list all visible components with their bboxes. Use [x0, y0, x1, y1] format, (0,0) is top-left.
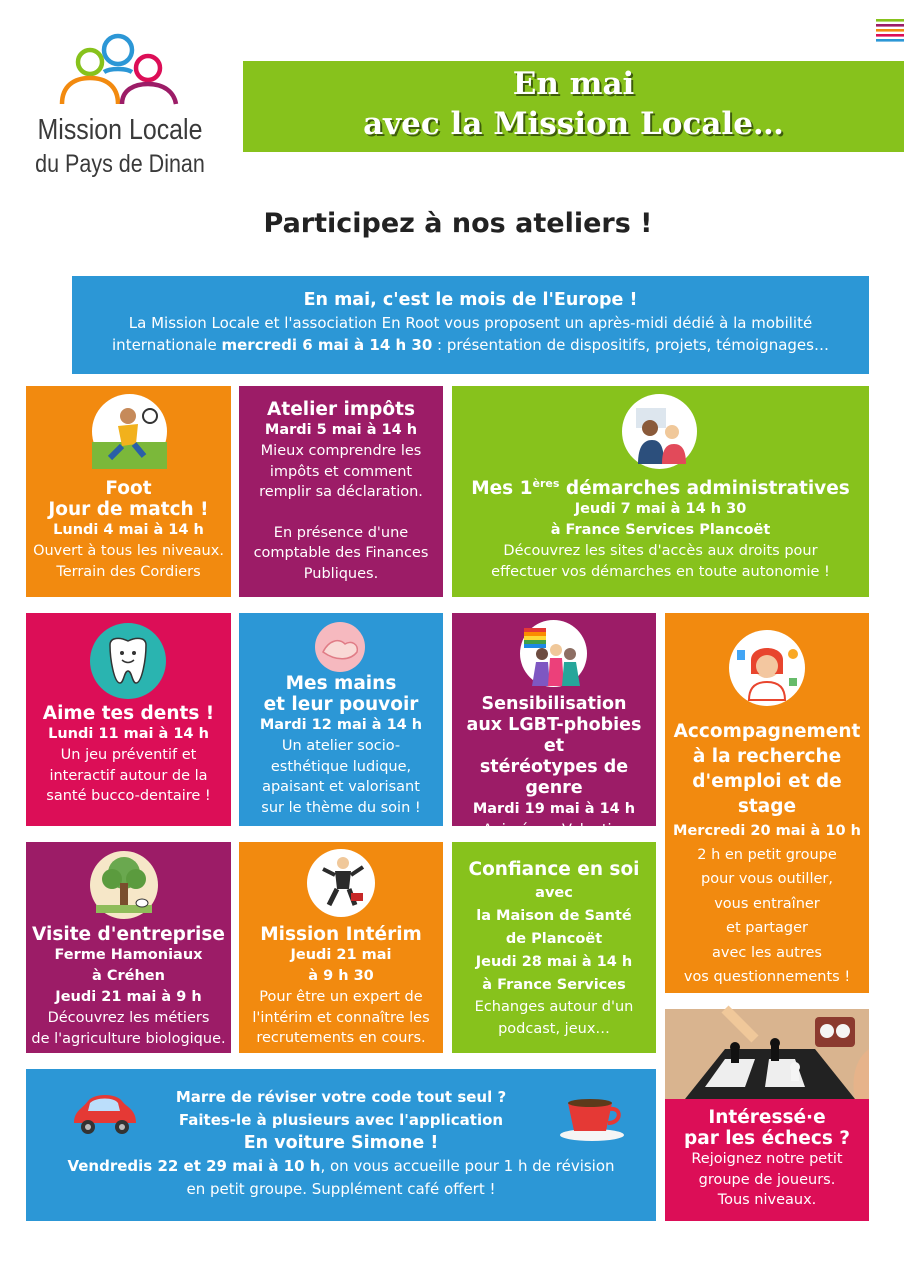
confiance-title: Confiance en soi [468, 859, 640, 880]
chess-board-icon [665, 1009, 869, 1099]
emploi-desc3: vous entraîner [714, 895, 820, 912]
impots-desc2: impôts et comment [269, 463, 413, 480]
confiance-sub3: de Plancoët [505, 931, 603, 947]
emploi-desc6: vos questionnements ! [683, 969, 851, 986]
menu-lines-icon [876, 18, 904, 46]
emploi-desc5: avec les autres [712, 944, 822, 961]
emploi-title1: Accompagnement [673, 721, 861, 742]
businessman-icon [307, 849, 375, 917]
dents-desc1: Un jeu préventif et [60, 747, 197, 763]
mains-card [239, 613, 443, 826]
interim-desc3: recrutements en cours. [256, 1030, 426, 1046]
foot-title2: Jour de match ! [48, 499, 209, 520]
header-title-line1: En mai [512, 66, 635, 102]
echecs-desc3: Tous niveaux. [717, 1192, 817, 1208]
foot-desc2: Terrain des Cordiers [56, 563, 201, 580]
interim-card [239, 842, 443, 1053]
europe-title: En mai, c'est le mois de l'Europe ! [303, 290, 638, 310]
code-line3: En voiture Simone ! [243, 1133, 439, 1153]
logo [20, 28, 220, 188]
lgbt-date: Mardi 19 mai à 14 h [472, 801, 636, 817]
visite-sub2: à Créhen [92, 968, 165, 984]
interim-desc2: l'intérim et connaître les [252, 1009, 430, 1026]
echecs-card [665, 1009, 869, 1221]
code-banner [26, 1069, 656, 1221]
emploi-desc1: 2 h en petit groupe [697, 847, 837, 863]
demarches-date2: à France Services Plancoët [550, 522, 771, 539]
dents-card [26, 613, 231, 826]
mains-desc2: esthétique ludique, [270, 758, 412, 775]
logo-line1: Mission Locale [37, 114, 203, 146]
hands-icon [315, 622, 365, 672]
interim-date1: Jeudi 21 mai [290, 947, 392, 963]
mains-date: Mardi 12 mai à 14 h [259, 717, 423, 733]
echecs-title1: Intéressé·e [708, 1107, 826, 1128]
europe-line2: internationale mercredi 6 mai à 14 h 30 : présentation de dispositifs, projets, témoignages… [112, 336, 829, 354]
mains-desc3: apaisant et valorisant [262, 779, 420, 795]
impots-desc4: En présence d'une [273, 524, 409, 541]
logo-people-icon [56, 32, 186, 108]
pride-group-icon [520, 620, 587, 687]
confiance-desc2: podcast, jeux… [498, 1021, 610, 1037]
emploi-desc2: pour vous outiller, [701, 871, 833, 888]
lgbt-title2: aux LGBT-phobies et [466, 715, 642, 756]
impots-date: Mardi 5 mai à 14 h [264, 422, 418, 438]
header-banner [243, 61, 904, 152]
impots-desc3: remplir sa déclaration. [259, 484, 423, 500]
visite-title: Visite d'entreprise [32, 924, 225, 945]
code-line1: Marre de réviser votre code tout seul ? [175, 1088, 507, 1106]
foot-card [26, 386, 231, 597]
header-title-line2: avec la Mission Locale… [363, 106, 784, 142]
emploi-card [665, 613, 869, 993]
echecs-desc2: groupe de joueurs. [698, 1171, 836, 1188]
code-line4: Vendredis 22 et 29 mai à 10 h, on vous accueille pour 1 h de révision [67, 1157, 615, 1175]
tree-farm-icon [90, 851, 158, 919]
lgbt-title3: stéréotypes de genre [479, 757, 629, 798]
confiance-card [452, 842, 656, 1053]
lgbt-title1: Sensibilisation [481, 694, 627, 714]
interim-date2: à 9 h 30 [308, 968, 374, 984]
people-computer-icon [622, 394, 697, 469]
mains-title1: Mes mains [285, 673, 397, 694]
woman-tools-icon [729, 630, 805, 706]
football-player-icon [92, 394, 167, 469]
page-subtitle: Participez à nos ateliers ! [263, 208, 653, 239]
mains-desc4: sur le thème du soin ! [261, 799, 421, 816]
impots-desc1: Mieux comprendre les [260, 443, 422, 459]
mains-title2: et leur pouvoir [263, 694, 419, 715]
lgbt-card [452, 613, 656, 838]
dents-desc2: interactif autour de la [49, 767, 208, 784]
emploi-title3: d'emploi et de stage [692, 771, 842, 817]
code-line5: en petit groupe. Supplément café offert ! [186, 1180, 496, 1198]
europe-banner [72, 276, 869, 374]
europe-line1: La Mission Locale et l'association En Root vous proposent un après-midi dédié à la mobilité [128, 314, 813, 332]
echecs-title2: par les échecs ? [683, 1128, 850, 1149]
foot-title1: Foot [105, 478, 152, 499]
demarches-card [452, 386, 869, 597]
interim-desc1: Pour être un expert de [259, 989, 423, 1005]
impots-desc5: comptable des Finances [253, 545, 429, 561]
visite-sub1: Ferme Hamoniaux [54, 947, 203, 963]
interim-title: Mission Intérim [260, 924, 422, 945]
confiance-desc1: Echanges autour d'un [474, 999, 634, 1015]
emploi-desc4: et partager [726, 920, 808, 937]
dents-title: Aime tes dents ! [42, 703, 215, 724]
confiance-date2: à France Services [482, 977, 626, 993]
visite-desc2: de l'agriculture biologique. [31, 1030, 226, 1047]
echecs-desc1: Rejoignez notre petit [691, 1151, 843, 1167]
confiance-sub2: la Maison de Santé [476, 908, 632, 924]
visite-card [26, 842, 231, 1053]
lgbt-desc1: Animé par Valentin, [482, 822, 626, 838]
demarches-desc2: effectuer vos démarches en toute autonomie ! [491, 563, 830, 580]
demarches-desc1: Découvrez les sites d'accès aux droits pour [503, 543, 818, 560]
foot-date: Lundi 4 mai à 14 h [53, 522, 204, 538]
emploi-title2: à la recherche [692, 746, 842, 767]
mains-desc1: Un atelier socio- [281, 738, 401, 754]
dents-date: Lundi 11 mai à 14 h [48, 726, 209, 742]
visite-date: Jeudi 21 mai à 9 h [55, 989, 202, 1005]
emploi-date: Mercredi 20 mai à 10 h [673, 823, 861, 839]
impots-title: Atelier impôts [267, 399, 415, 420]
confiance-sub1: avec [535, 885, 573, 901]
visite-desc1: Découvrez les métiers [47, 1010, 210, 1026]
foot-desc1: Ouvert à tous les niveaux. [33, 543, 224, 559]
confiance-date1: Jeudi 28 mai à 14 h [475, 954, 633, 970]
impots-card [239, 386, 443, 597]
demarches-date1: Jeudi 7 mai à 14 h 30 [574, 501, 747, 518]
demarches-title: Mes 1ères démarches administratives [471, 477, 850, 500]
tooth-icon [90, 623, 166, 699]
code-line2: Faites-le à plusieurs avec l'application [178, 1111, 504, 1129]
logo-line2: du Pays de Dinan [35, 150, 205, 178]
dents-desc3: santé bucco-dentaire ! [46, 788, 211, 804]
impots-desc6: Publiques. [303, 565, 379, 582]
